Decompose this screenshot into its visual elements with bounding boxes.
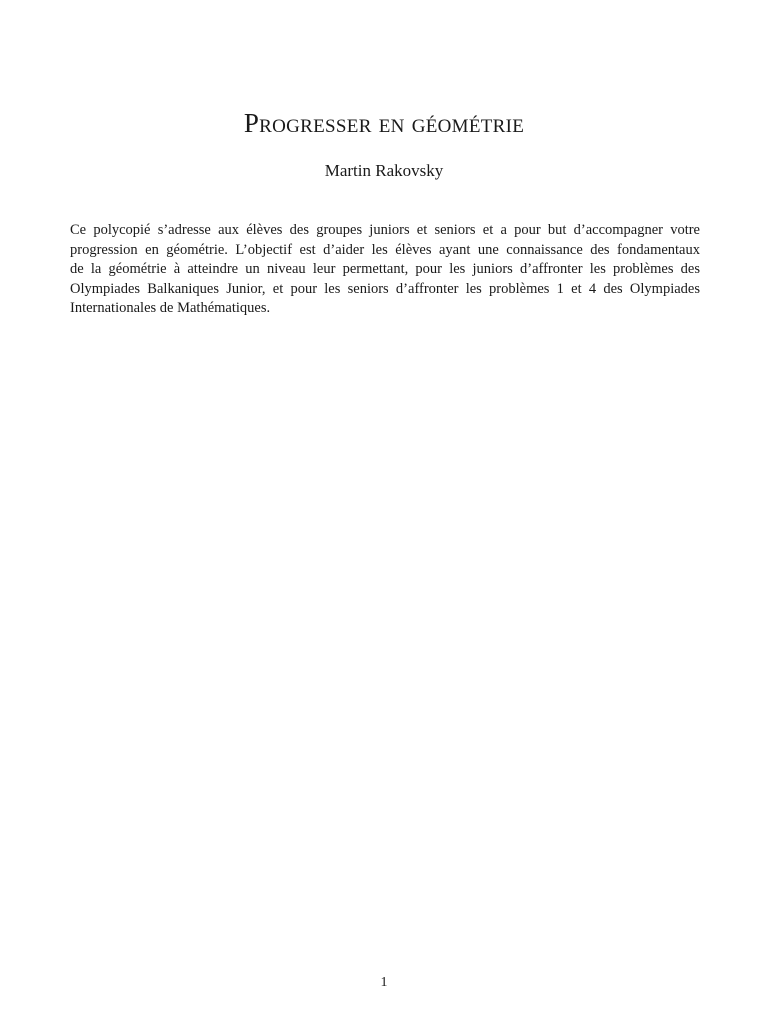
author-name: Martin Rakovsky xyxy=(324,161,444,180)
abstract-line: Ce polycopié s’adresse aux élèves des groupes juniors et seniors et a pour but d’accompagner votre xyxy=(70,222,700,238)
abstract-line: progression en géométrie. L’objectif est d’aider les élèves ayant une connaissance des fondamentaux xyxy=(70,241,700,258)
document-title: Progresser en géométrie xyxy=(243,108,525,138)
abstract-line: Internationales de Mathématiques. xyxy=(70,300,271,317)
abstract-line: de la géométrie à atteindre un niveau leur permettant, pour les juniors d’affronter les problèmes des xyxy=(70,261,700,278)
abstract-line: Olympiades Balkaniques Junior, et pour les seniors d’affronter les problèmes 1 et 4 des Olympiades xyxy=(70,280,700,297)
page-number: 1 xyxy=(380,975,388,990)
abstract-paragraph xyxy=(70,221,700,319)
